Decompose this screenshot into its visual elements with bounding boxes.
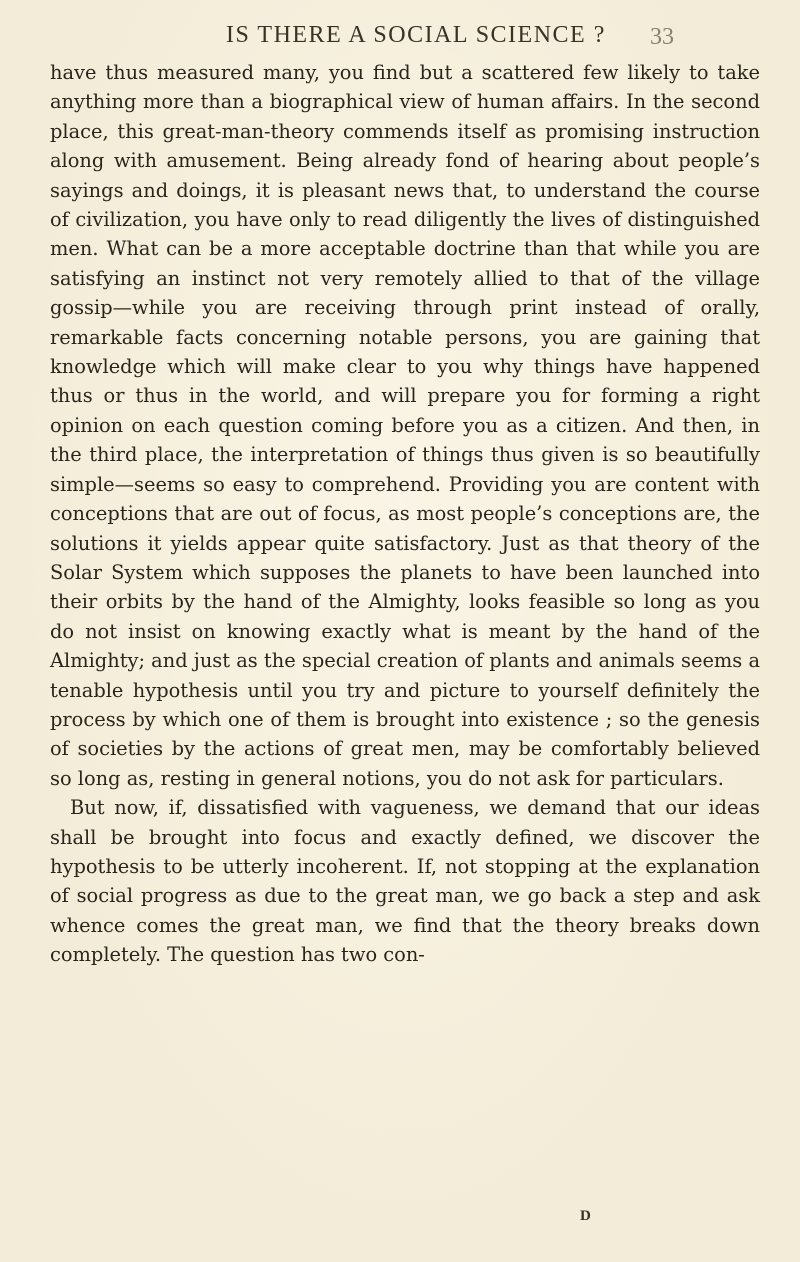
running-head [0, 22, 800, 62]
running-head-title: IS THERE A SOCIAL SCIENCE ? [226, 22, 606, 48]
paragraph-1: have thus measured many, you find but a scattered few likely to take anything more than a biographical view of human affairs. In the second place, this great-man-theory commends itself as promising instruction along with amusement. Being already fond of hearing about people’s sayings and doings, it is pleasant news that, to understand the course of civilization, you have only to read diligently the lives of distinguished men. What can be a more acceptable doctrine than that while you are satisfying an instinct not very remotely allied to that of the village gossip—while you are receiving through print instead of orally, remarkable facts concerning notable persons, you are gaining that knowledge which will make clear to you why things have happened thus or thus in the world, and will prepare you for forming a right opinion on each question coming before you as a citizen. And then, in the third place, the interpretation of things thus given is so beautifully simple—seems so easy to comprehend. Providing you are content with conceptions that are out of focus, as most people’s conceptions are, the solutions it yields appear quite satisfactory. Just as that theory of the Solar System which supposes the planets to have been launched into their orbits by the hand of the Almighty, looks feasible so long as you do not insist on knowing exactly what is meant by the hand of the Almighty; and just as the special creation of plants and animals seems a tenable hypothesis until you try and picture to yourself definitely the process by which one of them is brought into existence ; so the genesis of societies by the actions of great men, may be comfortably believed so long as, resting in general notions, you do not ask for particulars. [50, 61, 760, 790]
page-number: 33 [650, 24, 674, 50]
body-text [50, 58, 760, 970]
paragraph-2: But now, if, dissatisfied with vagueness, we demand that our ideas shall be brought into focus and exactly defined, we discover the hypothesis to be utterly incoherent. If, not stopping at the explanation of social progress as due to the great man, we go back a step and ask whence comes the great man, we find that the theory breaks down completely. The question has two con- [50, 796, 760, 967]
signature-mark: D [580, 1208, 591, 1224]
